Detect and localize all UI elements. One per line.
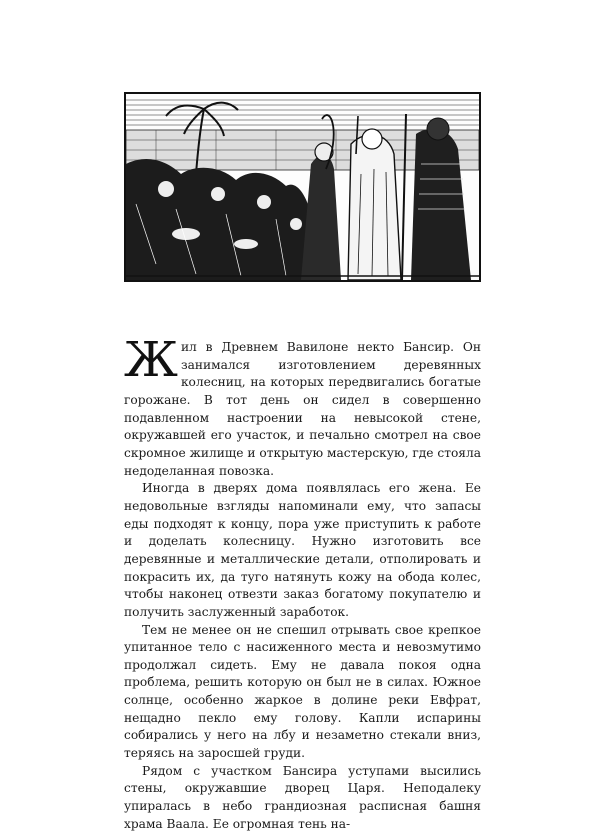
drop-cap-letter: Ж bbox=[124, 332, 178, 388]
paragraph-4: Рядом с участком Бансира уступами высились стены, окружавшие дворец Царя. Неподалеку упиралась в небо грандиозная расписная башня храма Ваала. Ее огромная тень на- bbox=[124, 763, 481, 831]
paragraph-1-text: ил в Древнем Вавилоне некто Бансир. Он занимался изготовлением деревянных колесниц, на которых передвигались богатые горожане. В тот день он сидел в совершенно подавленном настроении на невысокой стене, окружавшей его участок, и печально смотрел на свое скромное жилище и открытую мастерскую, где стояла недоделанная повозка. bbox=[124, 340, 481, 478]
paragraph-3: Тем не менее он не спешил отрывать свое крепкое упитанное тело с насиженного места и невозмутимо продолжал сидеть. Ему не давала покоя одна проблема, решить которую он был не в силах. Южное солнце, особенно жаркое в долине реки Евфрат, нещадно пекло ему голову. Капли испарины собирались у него на лбу и незаметно стекали вниз, теряясь на заросшей груди. bbox=[124, 622, 481, 761]
engraving-illustration bbox=[124, 92, 481, 282]
overseer-figure bbox=[301, 155, 341, 280]
robed-figure-head bbox=[362, 129, 382, 149]
guard-head bbox=[427, 118, 449, 140]
engraving-drawing bbox=[126, 94, 479, 280]
crowd-silhouette bbox=[126, 159, 316, 280]
paragraph-2: Иногда в дверях дома появлялась его жена. Ее недовольные взгляды напоминали ему, что запасы еды подходят к концу, пора уже приступить к работе и доделать колесницу. Нужно изготовить все деревянные и металлические детали, отполировать и покрасить их, да туго натянуть кожу на обода колес, чтобы наконец отвезти заказ богатому покупателю и получить заслуженный заработок. bbox=[124, 481, 481, 619]
paragraph-1 bbox=[124, 332, 481, 480]
sky-hatching bbox=[126, 100, 479, 125]
chapter-text bbox=[124, 332, 481, 833]
robed-figure bbox=[348, 135, 401, 280]
